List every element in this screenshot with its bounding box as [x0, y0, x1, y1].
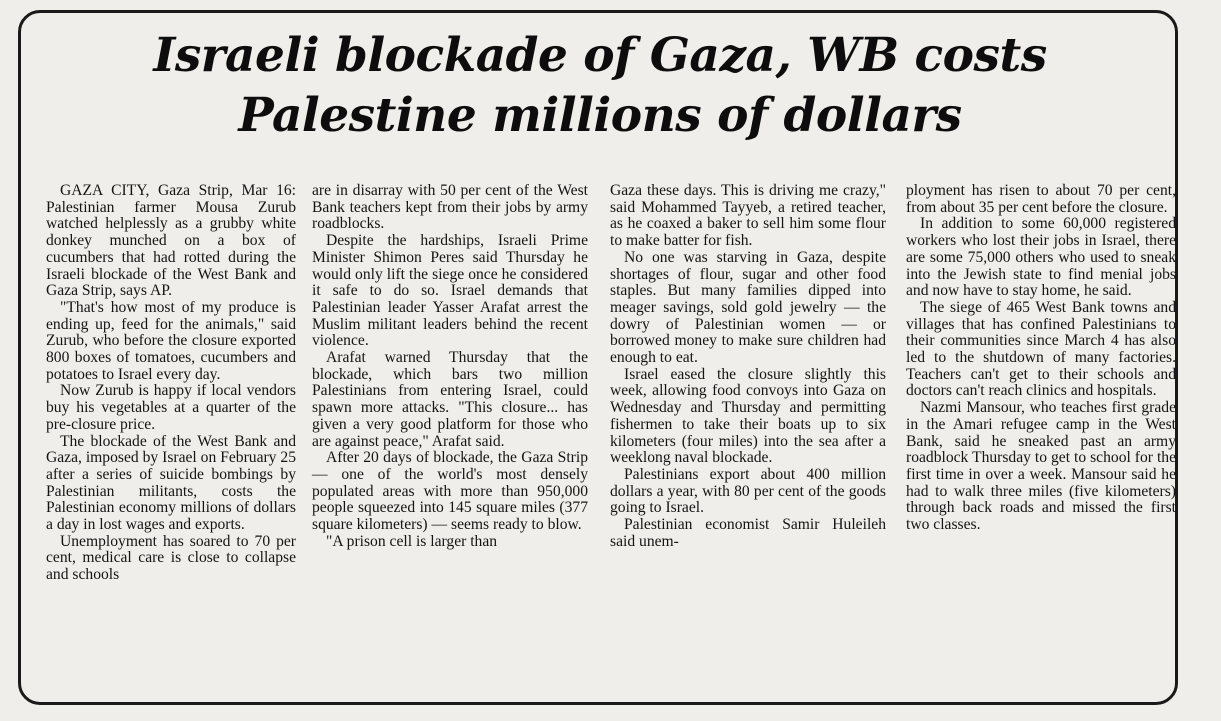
paragraph: Israel eased the closure slightly this week, allowing food convoys into Gaza on Wednesday and Thursday and permitting fishermen to take their boats up to six kilometers (four miles) into the sea after a weeklong naval blockade. — [610, 365, 886, 467]
clipping-edge — [0, 712, 1221, 721]
paragraph: are in disarray with 50 per cent of the West Bank teachers kept from their jobs by army roadblocks. — [312, 182, 588, 233]
paragraph: "That's how most of my produce is ending up, feed for the animals," said Zurub, who before the closure exported 800 boxes of tomatoes, cucumbers and potatoes to Israel every day. — [46, 298, 296, 383]
paragraph: Nazmi Mansour, who teaches first grade in the Amari refugee camp in the West Bank, said he sneaked past an army roadblock Thursday to get to school for the first time in over a week. Mansour said he had to walk three miles (five kilometers) through back roads and missed the first two classes. — [906, 399, 1176, 534]
paragraph: ployment has risen to about 70 per cent, from about 35 per cent before the closure. — [906, 182, 1176, 216]
headline — [30, 26, 1170, 146]
paragraph: Palestinian economist Samir Huleileh said unem- — [610, 516, 886, 550]
paragraph: Now Zurub is happy if local vendors buy his vegetables at a quarter of the pre-closure price. — [46, 382, 296, 433]
paragraph: Despite the hardships, Israeli Prime Minister Shimon Peres said Thursday he would only lift the siege once he considered it safe to do so. Israel demands that Palestinian leader Yasser Arafat arrest the Muslim militant leaders behind the recent violence. — [312, 232, 588, 350]
paragraph: The siege of 465 West Bank towns and villages that has confined Palestinians to their communities since March 4 has also led to the shutdown of many factories. Teachers can't get to their schools and doctors can't reach clinics and hospitals. — [906, 298, 1176, 400]
paragraph: In addition to some 60,000 registered workers who lost their jobs in Israel, there are some 75,000 others who used to sneak into the Jewish state to find menial jobs and now have to stay home, he said. — [906, 215, 1176, 300]
paragraph: The blockade of the West Bank and Gaza, imposed by Israel on February 25 after a series of suicide bombings by Palestinian militants, costs the Palestinian economy millions of dollars a day in lost wages and exports. — [46, 432, 296, 534]
paragraph: GAZA CITY, Gaza Strip, Mar 16: Palestinian farmer Mousa Zurub watched helplessly as a grubby white donkey munched on a box of cucumbers that had rotted during the Israeli blockade of the West Bank and Gaza Strip, says AP. — [46, 182, 296, 300]
paragraph: Arafat warned Thursday that the blockade, which bars two million Palestinians from entering Israel, could spawn more attacks. "This closure... has given a very good platform for those who are against peace," Arafat said. — [312, 349, 588, 450]
headline-line-2: Palestine millions of dollars — [238, 88, 962, 143]
paragraph: Gaza these days. This is driving me crazy," said Mohammed Tayyeb, a retired teacher, as he coaxed a baker to sell him some flour to make batter for fish. — [610, 182, 886, 250]
article-column-1 — [46, 183, 296, 584]
paragraph: Unemployment has soared to 70 per cent, medical care is close to collapse and schools — [46, 532, 296, 584]
paragraph: "A prison cell is larger than — [326, 532, 498, 550]
paragraph: No one was starving in Gaza, despite shortages of flour, sugar and other food staples. But many families dipped into meager savings, sold gold jewelry — the dowry of Palestinian women — or borrowed money to make sure children had enough to eat. — [610, 248, 886, 367]
article-column-4 — [906, 183, 1176, 534]
paragraph: After 20 days of blockade, the Gaza Strip — one of the world's most densely populated areas with more than 950,000 people squeezed into 145 square miles (377 square kilometers) — seems ready to blow. — [312, 449, 588, 534]
paragraph: Palestinians export about 400 million dollars a year, with 80 per cent of the goods going to Israel. — [610, 465, 886, 517]
headline-line-1: Israeli blockade of Gaza, WB costs — [153, 28, 1047, 83]
article-column-3 — [610, 183, 886, 550]
article-column-2 — [312, 183, 588, 550]
